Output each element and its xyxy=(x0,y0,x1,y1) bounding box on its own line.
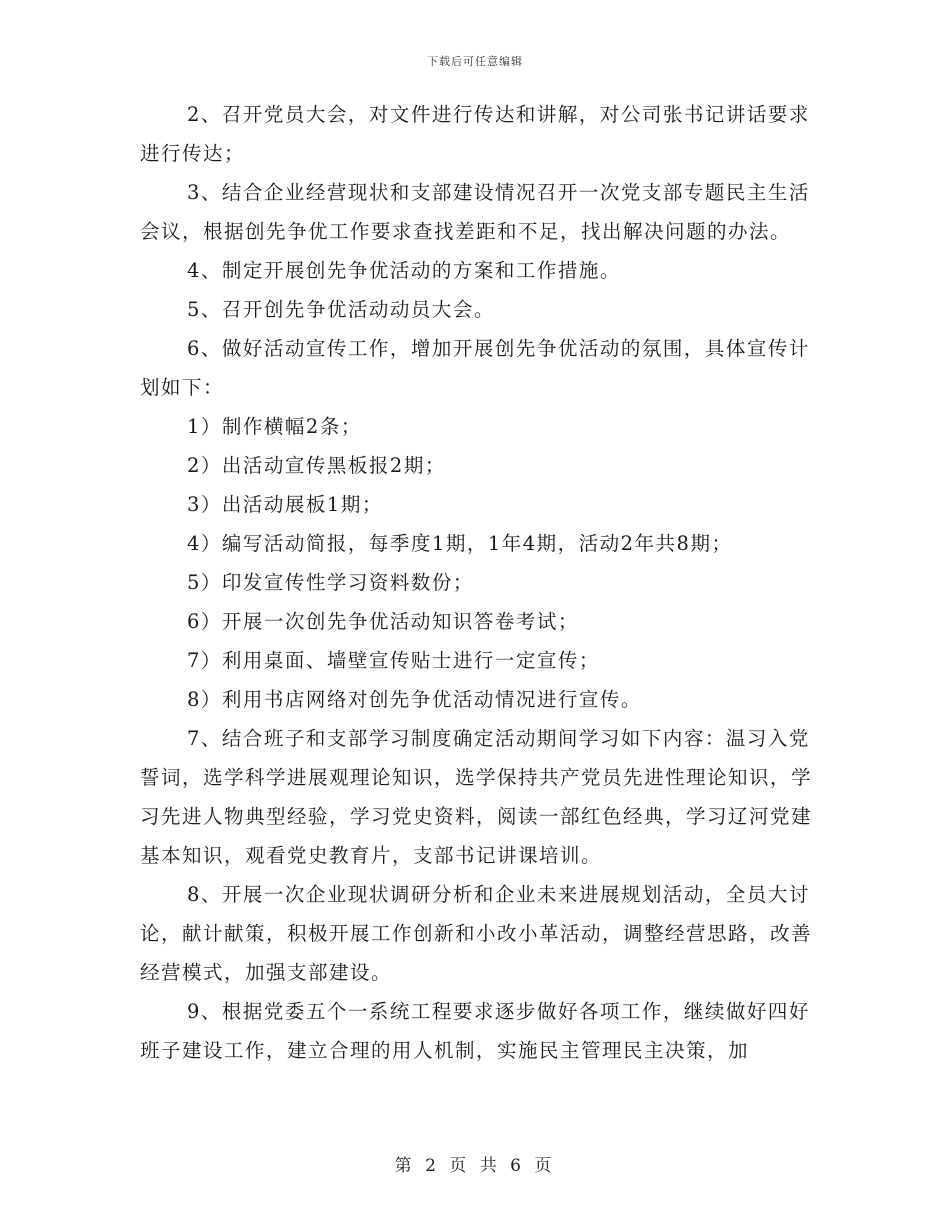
list-item: 1）制作横幅2条； xyxy=(187,415,362,438)
paragraph: 5、召开创先争优活动动员大会。 xyxy=(187,298,495,321)
paragraph: 3、结合企业经营现状和支部建设情况召开一次党支部专题民主生活会议，根据创先争优工作要求查找差距和不足，找出解决问题的办法。 xyxy=(140,181,810,243)
paragraph: 9、根据党委五个一系统工程要求逐步做好各项工作，继续做好四好班子建设工作，建立合理的用人机制，实施民主管理民主决策，加 xyxy=(140,1000,810,1062)
paragraph: 7、结合班子和支部学习制度确定活动期间学习如下内容：温习入党誓词，选学科学进展观理论知识，选学保持共产党员先进性理论知识，学习先进人物典型经验，学习党史资料，阅读一部红色经典，学习辽河党建基本知识，观看党史教育片，支部书记讲课培训。 xyxy=(140,727,813,867)
paragraph: 8、开展一次企业现状调研分析和企业未来进展规划活动，全员大讨论，献计献策，积极开展工作创新和小改小革活动，调整经营思路，改善经营模式，加强支部建设。 xyxy=(140,883,813,984)
page-header: 下载后可任意编辑 xyxy=(427,55,523,68)
list-item: 8）利用书店网络对创先争优活动情况进行宣传。 xyxy=(187,688,642,711)
list-item: 6）开展一次创先争优活动知识答卷考试； xyxy=(187,610,579,633)
paragraph: 6、做好活动宣传工作，增加开展创先争优活动的氛围，具体宣传计划如下： xyxy=(140,337,810,399)
list-item: 4）编写活动简报，每季度1期，1年4期，活动2年共8期； xyxy=(187,532,733,555)
list-item: 3）出活动展板1期； xyxy=(187,493,383,516)
document-body xyxy=(140,95,820,1070)
paragraph: 2、召开党员大会，对文件进行传达和讲解，对公司张书记讲话要求进行传达； xyxy=(140,103,810,165)
page-number: 第 2 页 共 6 页 xyxy=(394,1156,556,1176)
list-item: 5）印发宣传性学习资料数份； xyxy=(187,571,474,594)
list-item: 2）出活动宣传黑板报2期； xyxy=(187,454,446,477)
paragraph: 4、制定开展创先争优活动的方案和工作措施。 xyxy=(187,259,621,282)
list-item: 7）利用桌面、墙壁宣传贴士进行一定宣传； xyxy=(187,649,600,672)
